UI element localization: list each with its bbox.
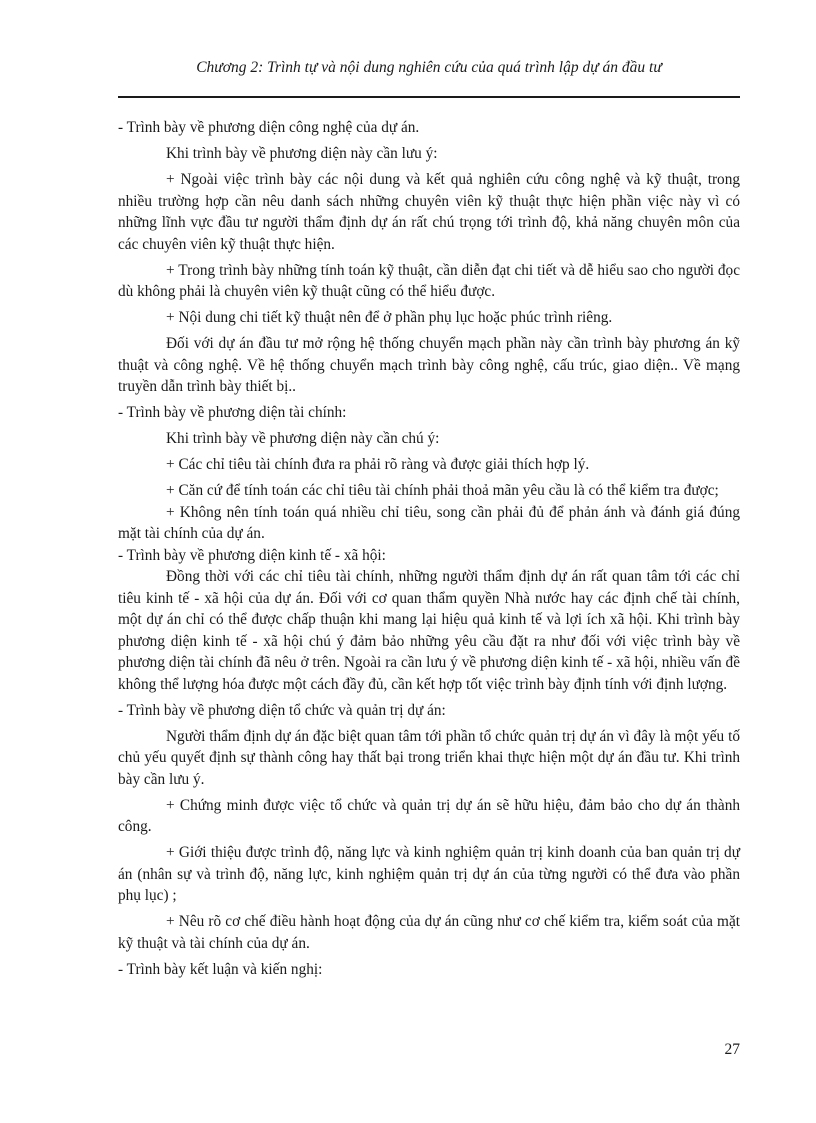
page-number: 27 — [724, 1041, 740, 1058]
section-item: - Trình bày kết luận và kiến nghị: — [118, 960, 323, 978]
body-paragraph: + Trong trình bày những tính toán kỹ thuật, cần diễn đạt chi tiết và dễ hiểu sao cho người đọc dù không phải là chuyên viên kỹ thuật cũng có thể hiểu được. — [118, 261, 740, 300]
body-paragraph: Khi trình bày về phương diện này cần lưu ý: — [166, 145, 438, 162]
body-paragraph: Khi trình bày về phương diện này cần chú ý: — [166, 430, 440, 447]
body-paragraph: Người thẩm định dự án đặc biệt quan tâm tới phần tổ chức quản trị dự án vì đây là một yếu tố chủ yếu quyết định sự thành công hay thất bại trong triển khai thực hiện một dự án đầu tư. Khi trình bày cần lưu ý. — [118, 727, 740, 788]
body-paragraph: + Nêu rõ cơ chế điều hành hoạt động của dự án cũng như cơ chế kiểm tra, kiểm soát của mặt kỹ thuật và tài chính của dự án. — [118, 913, 740, 952]
section-item: - Trình bày về phương diện tổ chức và quản trị dự án: — [118, 701, 446, 719]
section-item: - Trình bày về phương diện tài chính: — [118, 404, 347, 421]
running-header: Chương 2: Trình tự và nội dung nghiên cứu của quá trình lập dự án đầu tư — [196, 59, 662, 76]
body-paragraph: + Nội dung chi tiết kỹ thuật nên để ở phần phụ lục hoặc phúc trình riêng. — [166, 309, 613, 326]
page-body — [118, 117, 740, 985]
body-paragraph: + Các chỉ tiêu tài chính đưa ra phải rõ ràng và được giải thích hợp lý. — [166, 456, 590, 473]
body-paragraph: Đồng thời với các chỉ tiêu tài chính, những người thẩm định dự án rất quan tâm tới các chỉ tiêu kinh tế - xã hội của dự án. Đối với cơ quan thẩm quyền Nhà nước hay các định chế tài chính, một dự án chỉ có thể được chấp thuận khi mang lại hiệu quả kinh tế và lợi ích xã hội. Khi trình bày phương diện kinh tế - xã hội chú ý đảm bảo những yêu cầu đặt ra như đối với việc trình bày về phương diện tài chính đã nêu ở trên. Ngoài ra cần lưu ý về phương diện kinh tế - xã hội, nhiều vấn đề không thể lượng hóa được một cách đầy đủ, cần kết hợp tốt việc trình bày định tính với định lượng. — [118, 568, 740, 693]
section-item: - Trình bày về phương diện kinh tế - xã hội: — [118, 546, 386, 564]
body-paragraph: + Chứng minh được việc tổ chức và quản trị dự án sẽ hữu hiệu, đảm bảo cho dự án thành công. — [118, 796, 740, 835]
body-paragraph: + Căn cứ để tính toán các chỉ tiêu tài chính phải thoả mãn yêu cầu là có thể kiểm tra được; — [166, 482, 719, 499]
section-item: - Trình bày về phương diện công nghệ của dự án. — [118, 119, 420, 136]
header-divider — [118, 96, 740, 98]
body-paragraph: + Không nên tính toán quá nhiều chỉ tiêu, song cần phải đủ để phản ánh và đánh giá đúng mặt tài chính của dự án. — [118, 503, 740, 542]
body-paragraph: + Giới thiệu được trình độ, năng lực và kinh nghiệm quản trị kinh doanh của ban quản trị dự án (nhân sự và trình độ, năng lực, kinh nghiệm quản trị dự án của từng người có thể đưa vào phần phụ lục) ; — [118, 844, 740, 904]
body-paragraph: + Ngoài việc trình bày các nội dung và kết quả nghiên cứu công nghệ và kỹ thuật, trong nhiều trường hợp cần nêu danh sách những chuyên viên kỹ thuật thực hiện phần việc này vì có những lĩnh vực đầu tư người thẩm định dự án rất chú trọng tới trình độ, khả năng chuyên môn của các chuyên viên kỹ thuật thực hiện. — [118, 171, 740, 253]
body-paragraph: Đối với dự án đầu tư mở rộng hệ thống chuyển mạch phần này cần trình bày phương án kỹ thuật và công nghệ. Về hệ thống chuyển mạch trình bày công nghệ, cấu trúc, giao diện.. Về mạng truyền dẫn trình bày thiết bị.. — [118, 335, 740, 395]
